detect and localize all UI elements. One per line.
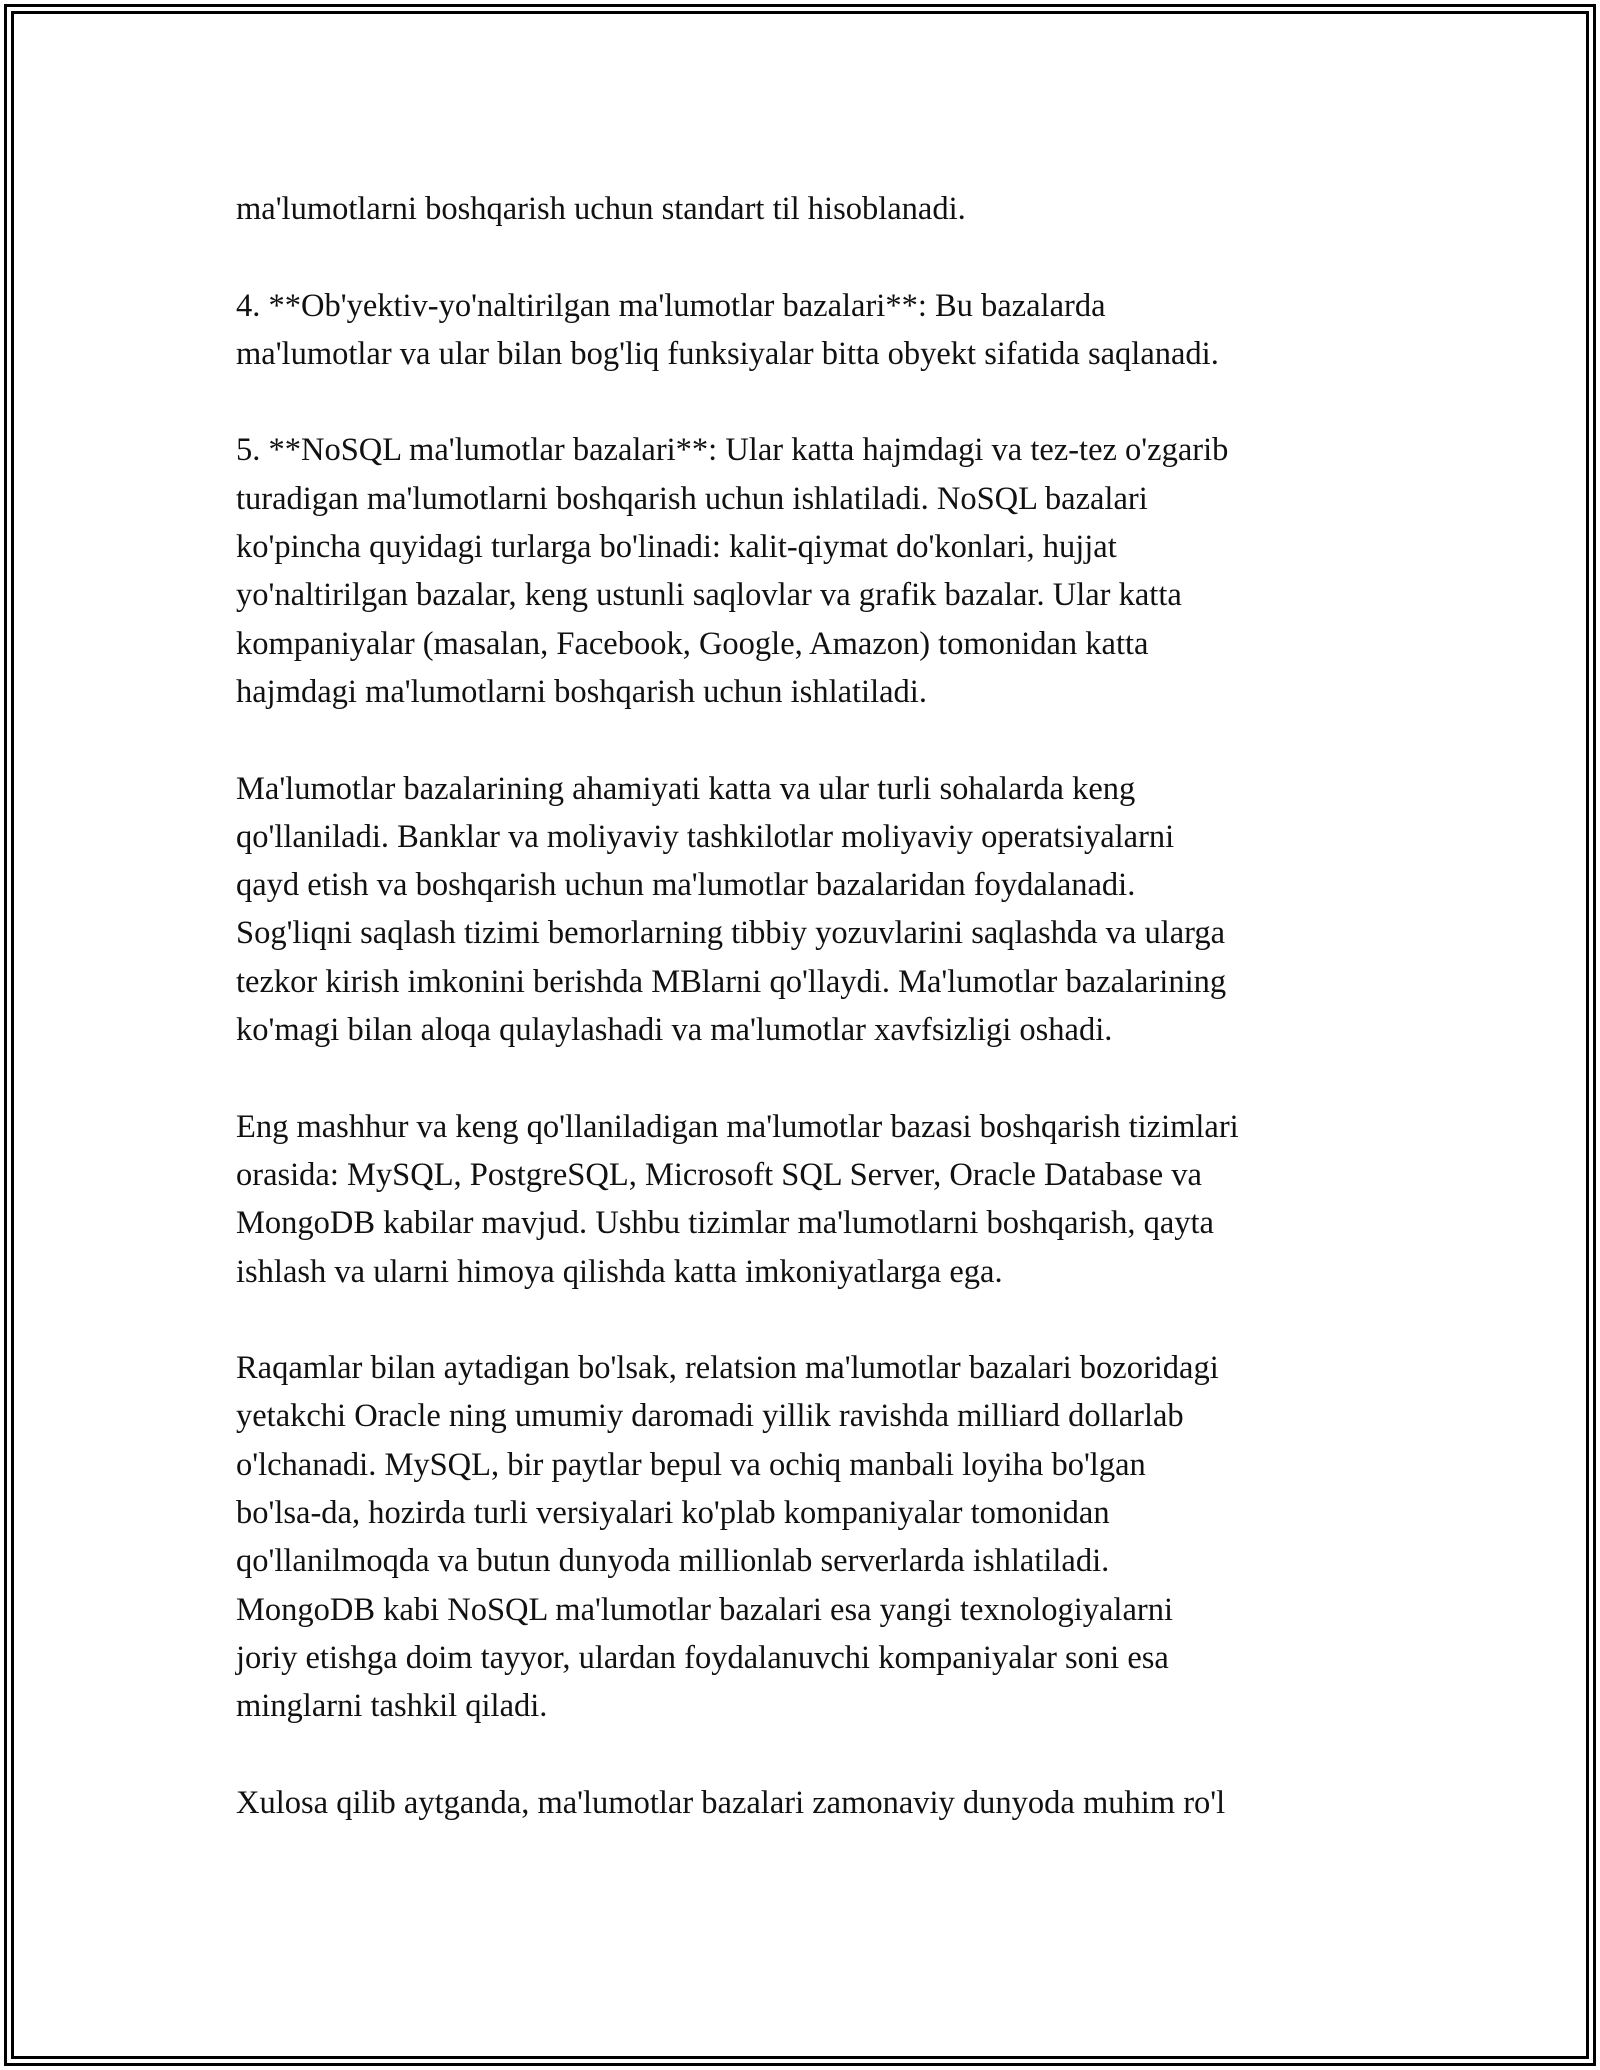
text-line: ko'pincha quyidagi turlarga bo'linadi: kalit-qiymat do'konlari, hujjat xyxy=(236,529,1117,566)
text-line: MongoDB kabi NoSQL ma'lumotlar bazalari esa yangi texnologiyalarni xyxy=(236,1591,1173,1628)
text-line: yo'naltirilgan bazalar, keng ustunli saqlovlar va grafik bazalar. Ular katta xyxy=(236,577,1182,614)
text-line: minglarni tashkil qiladi. xyxy=(236,1688,548,1725)
text-line: qo'llaniladi. Banklar va moliyaviy tashkilotlar moliyaviy operatsiyalarni xyxy=(236,818,1175,855)
text-line: o'lchanadi. MySQL, bir paytlar bepul va ochiq manbali loyiha bo'lgan xyxy=(236,1446,1146,1483)
text-line: ma'lumotlar va ular bilan bog'liq funksiyalar bitta obyekt sifatida saqlanadi. xyxy=(236,335,1219,372)
text-line: yetakchi Oracle ning umumiy daromadi yillik ravishda milliard dollarlab xyxy=(236,1398,1184,1435)
text-line: qayd etish va boshqarish uchun ma'lumotlar bazalaridan foydalanadi. xyxy=(236,867,1136,904)
text-line: bo'lsa-da, hozirda turli versiyalari ko'plab kompaniyalar tomonidan xyxy=(236,1495,1110,1532)
paragraph-object-oriented-databases xyxy=(236,282,1386,379)
paragraph-nosql-databases xyxy=(236,426,1386,716)
text-line: MongoDB kabilar mavjud. Ushbu tizimlar ma'lumotlarni boshqarish, qayta xyxy=(236,1205,1214,1242)
text-line: turadigan ma'lumotlarni boshqarish uchun ishlatiladi. NoSQL bazalari xyxy=(236,480,1148,517)
paragraph-numbers xyxy=(236,1344,1386,1730)
text-line: hajmdagi ma'lumotlarni boshqarish uchun ishlatiladi. xyxy=(236,673,927,710)
text-line: orasida: MySQL, PostgreSQL, Microsoft SQL Server, Oracle Database va xyxy=(236,1156,1202,1193)
text-line: Raqamlar bilan aytadigan bo'lsak, relatsion ma'lumotlar bazalari bozoridagi xyxy=(236,1350,1219,1387)
text-line: ma'lumotlarni boshqarish uchun standart til hisoblanadi. xyxy=(236,191,966,227)
text-line: Xulosa qilib aytganda, ma'lumotlar bazalari zamonaviy dunyoda muhim ro'l xyxy=(236,1784,1226,1821)
text-line: joriy etishga doim tayyor, ulardan foydalanuvchi kompaniyalar soni esa xyxy=(236,1639,1169,1676)
document-body xyxy=(236,185,1386,1827)
paragraph-popular-dbms xyxy=(236,1103,1386,1296)
paragraph-conclusion xyxy=(236,1779,1386,1827)
paragraph-continuation xyxy=(236,185,1386,233)
text-line: tezkor kirish imkonini berishda MBlarni qo'llaydi. Ma'lumotlar bazalarining xyxy=(236,963,1227,1000)
text-line: Sog'liqni saqlash tizimi bemorlarning tibbiy yozuvlarini saqlashda va ularga xyxy=(236,915,1226,952)
text-line: Eng mashhur va keng qo'llaniladigan ma'lumotlar bazasi boshqarish tizimlari xyxy=(236,1108,1239,1145)
text-line: Ma'lumotlar bazalarining ahamiyati katta va ular turli sohalarda keng xyxy=(236,770,1136,807)
text-line: ishlash va ularni himoya qilishda katta imkoniyatlarga ega. xyxy=(236,1253,1003,1290)
text-line: 5. **NoSQL ma'lumotlar bazalari**: Ular katta hajmdagi va tez-tez o'zgarib xyxy=(236,432,1229,469)
text-line: kompaniyalar (masalan, Facebook, Google, Amazon) tomonidan katta xyxy=(236,625,1149,662)
text-line: qo'llanilmoqda va butun dunyoda millionlab serverlarda ishlatiladi. xyxy=(236,1543,1110,1580)
text-line: 4. **Ob'yektiv-yo'naltirilgan ma'lumotlar bazalari**: Bu bazalarda xyxy=(236,287,1106,324)
paragraph-importance xyxy=(236,765,1386,1055)
text-line: ko'magi bilan aloqa qulaylashadi va ma'lumotlar xavfsizligi oshadi. xyxy=(236,1012,1113,1049)
